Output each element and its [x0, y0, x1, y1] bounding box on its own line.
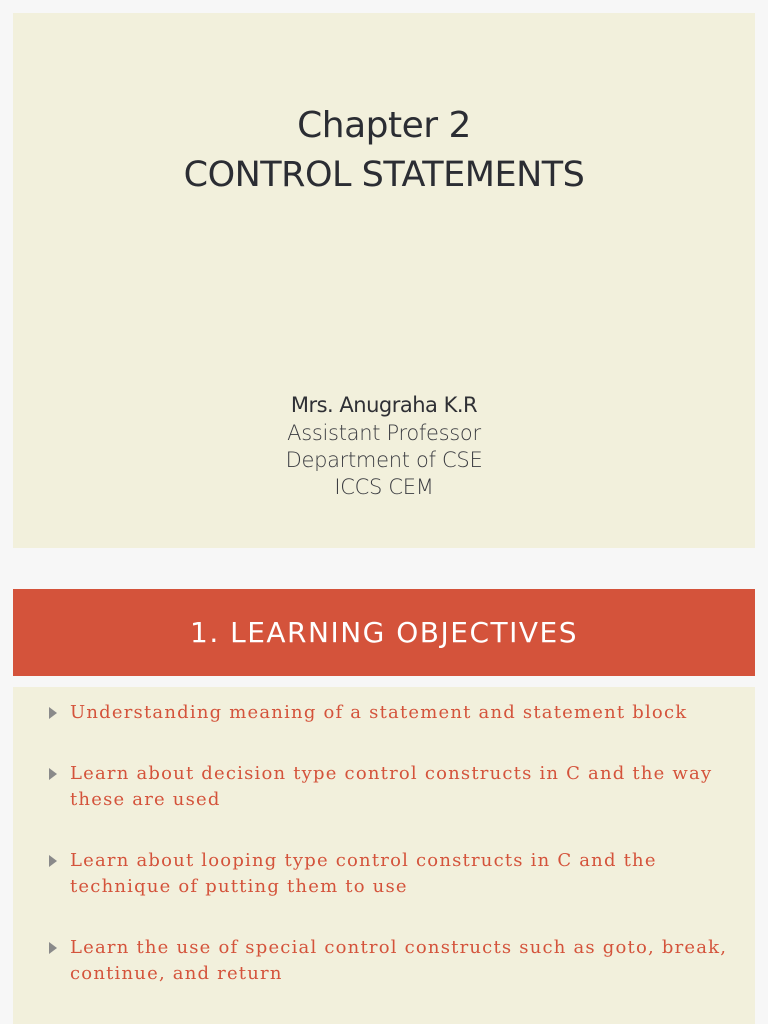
chapter-subtitle: CONTROL STATEMENTS: [183, 155, 585, 195]
objectives-heading: 1. LEARNING OBJECTIVES: [190, 616, 578, 649]
objectives-body: [13, 687, 755, 1024]
triangle-bullet-icon: [49, 768, 57, 780]
title-slide: [13, 13, 755, 548]
bullet-text: Learn about decision type control constructs in C and the way these are used: [70, 763, 713, 810]
objectives-header: [13, 589, 755, 676]
bullet-text: Learn about looping type control constructs in C and the technique of putting them to use: [70, 850, 657, 897]
author-name: Mrs. Anugraha K.R: [290, 393, 478, 417]
author-institution: ICCS CEM: [334, 475, 434, 499]
bullet-text: Understanding meaning of a statement and statement block: [70, 702, 688, 723]
author-department: Department of CSE: [285, 448, 483, 472]
triangle-bullet-icon: [49, 707, 57, 719]
bullet-text: Learn the use of special control constructs such as goto, break, continue, and return: [70, 937, 728, 984]
author-position: Assistant Professor: [287, 421, 481, 445]
chapter-title: Chapter 2: [297, 105, 471, 146]
author-block: [13, 390, 755, 501]
triangle-bullet-icon: [49, 942, 57, 954]
triangle-bullet-icon: [49, 855, 57, 867]
